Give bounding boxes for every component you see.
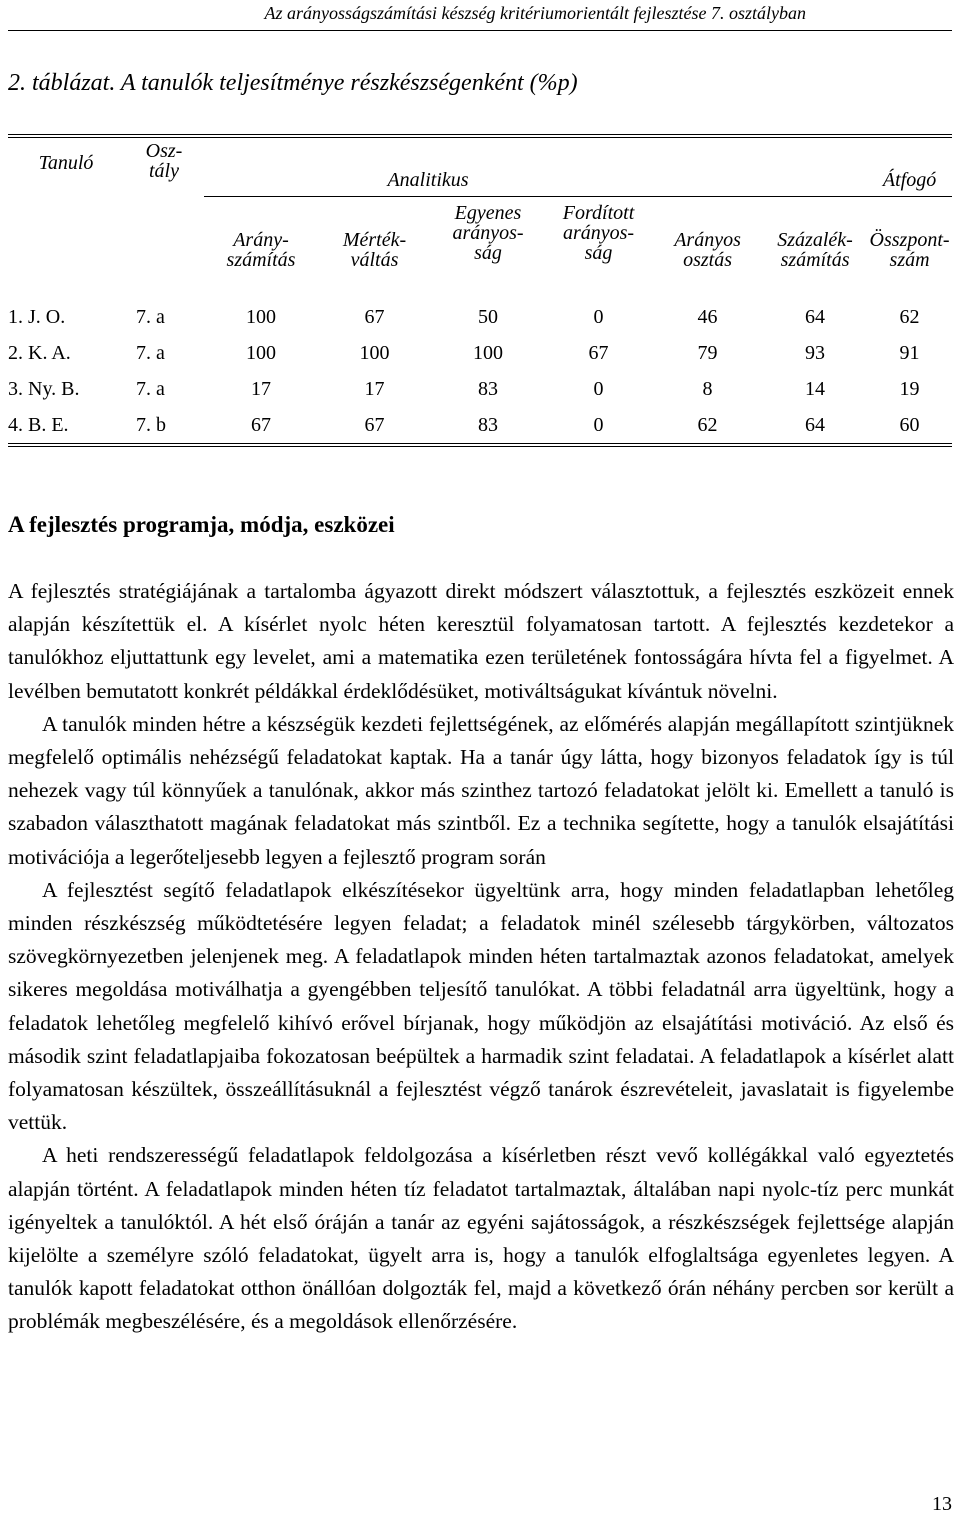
col-header-szazalekszamitas: Százalék- számítás xyxy=(777,229,853,271)
results-table xyxy=(8,134,952,447)
table-row xyxy=(8,407,952,445)
table-cell: 0 xyxy=(545,407,652,445)
table-cell: 14 xyxy=(805,377,826,400)
running-header: Az arányosságszámítási készség kritériumorientált fejlesztése 7. osztályban xyxy=(264,3,806,23)
table-cell: 100 xyxy=(473,341,503,364)
table-caption: 2. táblázat. A tanulók teljesítménye részkészségenként (%p) xyxy=(8,70,578,96)
col-header-aranyos-osztas: Arányos osztás xyxy=(674,229,741,271)
table-cell: 83 xyxy=(431,407,545,445)
table-cell: 64 xyxy=(763,407,867,445)
table-cell: 0 xyxy=(593,377,604,400)
student-class: 7. a xyxy=(136,341,165,364)
table-cell: 100 xyxy=(246,305,276,328)
col-header-osztaly: Osz- tály xyxy=(145,139,183,182)
page-number: 13 xyxy=(932,1493,952,1515)
col-header-tanulo: Tanuló xyxy=(38,151,94,174)
table-cell: 0 xyxy=(593,305,604,328)
table-cell: 17 xyxy=(251,377,271,400)
col-header-egyenes-aranyossag: Egyenes arányos- ság xyxy=(452,202,524,264)
table-cell: 67 xyxy=(318,407,431,445)
table-row xyxy=(8,371,952,407)
table-cell: 64 xyxy=(805,305,826,328)
table-cell: 60 xyxy=(867,407,952,445)
group-header-atfogo: Átfogó xyxy=(867,136,952,197)
table-cell: 8 xyxy=(702,377,713,400)
table-cell: 93 xyxy=(805,341,826,364)
table-cell: 100 xyxy=(359,341,390,364)
header-rule xyxy=(8,30,952,31)
paragraph: A fejlesztés stratégiájának a tartalomba ágyazott direkt módszert választottuk, a fejlesztés eszközeit ennek alapján készítettük el. A kísérlet nyolc héten keresztül folyamatosan tartott. A fejlesztés kezdetekor a tanulókhoz eljuttattunk egy levelet, ami a matematika ezen területének fontosságára hívta fel a figyelmet. A levélben bemutatott konkrét példákkal érdeklődésüket, motiváltságukat kívántuk növelni. xyxy=(8,579,954,703)
student-class: 7. a xyxy=(136,377,165,400)
paragraph: A tanulók minden hétre a készségük kezdeti fejlettségének, az előmérés alapján megállapított szintjüknek megfelelő optimális nehézségű feladatokat kaptak. Ha a tanár úgy látta, hogy bizonyos feladatok így is túl nehezek vagy túl könnyűek a tanulónak, akkor más szinthez tartozó feladatokat jelölt ki. Emellett a tanuló is szabadon választhatott magának feladatokat más szintből. Ez a technika segítette, hogy a tanulók elsajátítási motivációja a legerőteljesebb legyen a fejlesztő program során xyxy=(8,711,954,869)
table-cell: 67 xyxy=(364,305,385,328)
table-cell: 67 xyxy=(204,407,318,445)
table-row xyxy=(8,299,952,335)
table-cell: 17 xyxy=(364,377,385,400)
body-text xyxy=(8,575,954,1339)
paragraph: A fejlesztést segítő feladatlapok elkészítésekor ügyeltünk arra, hogy minden feladatlapban lehetőleg minden részkészség működtetésére legyen feladat; a feladatok minél szélesebb tárgykörben, változatos szövegkörnyezetben jelenjenek meg. A feladatlapok minden héten tartalmaztak azonos feladatokat, amelyek sikeres megoldása motiválhatja a gyengébben teljesítő tanulókat. A többi feladatnál arra ügyeltünk, hogy a feladatok lehetőleg megfelelő kihívó erővel bírjanak, hogy működjön az elsajátítási motiváció. Az első és második szint feladatlapjaiba fokozatosan beépültek a harmadik szint feladatai. A feladatlapok a kísérlet alatt folyamatosan készültek, összeállításuknál a fejlesztést végző tanárok észrevételeit, javaslatait is figyelembe vettük. xyxy=(8,877,954,1135)
table-cell: 67 xyxy=(588,341,609,364)
student-name: 1. J. O. xyxy=(8,305,66,328)
group-header-analitikus: Analitikus xyxy=(204,136,652,197)
table-cell: 62 xyxy=(899,305,920,328)
table-cell: 100 xyxy=(246,341,276,364)
table-cell: 91 xyxy=(899,341,920,364)
table-cell: 62 xyxy=(652,407,763,445)
table-cell: 50 xyxy=(478,305,498,328)
table-row xyxy=(8,335,952,371)
col-header-aranyszamitas: Arány- számítás xyxy=(226,229,296,271)
table-cell: 79 xyxy=(697,341,718,364)
col-header-osszpontszam: Összpont- szám xyxy=(869,229,950,271)
table-cell: 83 xyxy=(478,377,498,400)
col-header-mertekvaltas: Mérték- váltás xyxy=(342,229,407,271)
student-name: 4. B. E. xyxy=(8,407,124,445)
student-class: 7. b xyxy=(124,407,204,445)
col-header-forditott-aranyossag: Fordított arányos- ság xyxy=(562,202,635,264)
table-cell: 46 xyxy=(697,305,718,328)
paragraph: A heti rendszerességű feladatlapok feldolgozása a kísérletben részt vevő kollégákkal való egyeztetés alapján történt. A feladatlapok minden héten tíz feladatot tartalmaztak, általában napi nyolc-tíz perc munkát igényeltek a tanulóktól. A hét első óráján a tanár az egyéni sajátosságok, a részkészségek fejlettsége alapján kijelölte a személyre szóló feladatokat, ügyelt arra is, hogy a tanulók elfoglaltsága egyenletes legyen. A tanulók kapott feladatokat otthon önállóan dolgozták fel, majd a következő órán néhány percben sor került a problémák megbeszélésére, és a megoldások ellenőrzésére. xyxy=(8,1143,954,1334)
student-name: 3. Ny. B. xyxy=(8,377,80,400)
table-cell: 19 xyxy=(899,377,920,400)
student-name: 2. K. A. xyxy=(8,341,71,364)
section-heading: A fejlesztés programja, módja, eszközei xyxy=(8,512,395,537)
student-class: 7. a xyxy=(136,305,165,328)
